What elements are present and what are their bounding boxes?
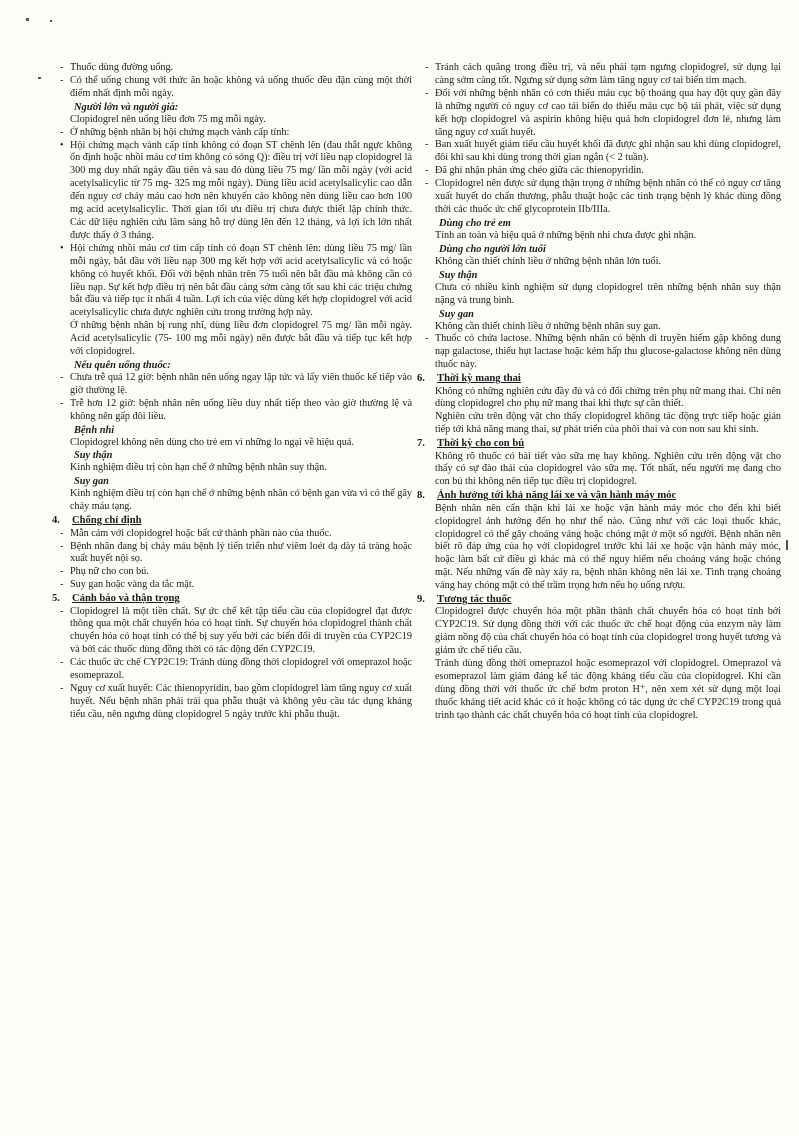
bullet-text: Đối với những bệnh nhân có cơn thiếu máu cục bộ thoáng qua hay đột quỵ gần đây là những người có nguy cơ cao tái biến do thiếu máu cục bộ tái phát, việc sử dụng kết hợp clopidogrel và aspirin không hiệu quả hơn clopidogrel đơn lẻ, nhưng làm tăng nguy cơ xuất huyết.: [435, 87, 781, 138]
bullet-item: [425, 333, 781, 372]
section-number: 7.: [417, 438, 425, 450]
paragraph: Clopidogrel nên uống liều đơn 75 mg mỗi ngày.: [70, 113, 266, 125]
bullet-mark: -: [60, 579, 64, 591]
section-title: Thời kỳ cho con bú: [437, 438, 525, 450]
bullet-item: [60, 579, 412, 592]
bullet-text: Bệnh nhân đang bị chảy máu bệnh lý tiến triển như viêm loét dạ dày tá tràng hoặc xuất huyết nội sọ.: [70, 540, 412, 565]
subheading: Suy gan: [439, 308, 474, 320]
paragraph: Kinh nghiệm điều trị còn hạn chế ở những bệnh nhân suy thận.: [70, 462, 327, 474]
paragraph: Nghiên cứu trên động vật cho thấy clopidogrel không tác động trực tiếp hoặc gián tiếp tới khả năng mang thai, sự phát triển của phôi thai và con non sau khi sinh.: [435, 411, 781, 436]
bullet-mark: •: [60, 242, 64, 254]
bullet-item: [60, 243, 412, 320]
bullet-mark: -: [425, 87, 429, 99]
bullet-mark: -: [60, 527, 64, 539]
bullet-text: Phụ nữ cho con bú.: [70, 566, 149, 578]
paragraph: Clopidogrel được chuyển hóa một phần thành chất chuyển hóa có hoạt tính bởi CYP2C19. Sử dụng đồng thời với các thuốc ức chế hoạt động của enzym này làm giảm nồng độ của chất chuyển hóa có hoạt tính của clopidogrel trong huyết tương và giảm ức chế tiểu cầu.: [435, 606, 781, 657]
section-number: 8.: [417, 490, 425, 502]
section-heading: [417, 593, 781, 606]
subheading: Suy thận: [74, 450, 113, 462]
subheading: Nếu quên uống thuốc:: [74, 359, 171, 371]
bullet-mark: -: [60, 566, 64, 578]
bullet-item: [60, 140, 412, 243]
scan-speck: [38, 77, 41, 79]
paragraph: Bệnh nhân nên cẩn thận khi lái xe hoặc vận hành máy móc cho đến khi biết clopidogrel ảnh hưởng đến họ như thế nào. Cũng như với các loại thuốc khác, clopidogrel có thể gây choáng váng hoặc chóng mặt ở một số người. Bệnh nhân nên biết rõ đáp ứng của họ với clopidogrel trước khi lái xe hoặc vận hành máy móc, hoặc làm bất cứ điều gì khác mà có thể nguy hiểm nếu choáng váng hoặc chóng mặt. Nếu những vấn đề này xảy ra, bệnh nhân không nên lái xe. Tình trạng choáng váng hay chóng mặt có thể trầm trọng hơn nếu họ uống rượu.: [435, 502, 781, 592]
bullet-mark: -: [60, 397, 64, 409]
bullet-mark: -: [425, 165, 429, 177]
section-title: Chống chỉ định: [72, 515, 142, 527]
paragraph: Clopidogrel không nên dùng cho trẻ em vì những lo ngại về hiệu quả.: [70, 436, 354, 448]
subheading: Người lớn và người già:: [74, 101, 179, 113]
bullet-item: [425, 178, 781, 217]
bullet-text: Các thuốc ức chế CYP2C19: Tránh dùng đồng thời clopidogrel với omeprazol hoặc esomeprazol.: [70, 657, 412, 682]
scan-speck: [50, 20, 52, 22]
bullet-mark: -: [60, 540, 64, 552]
paragraph: Kinh nghiệm điều trị còn hạn chế ở những bệnh nhân có bệnh gan vừa vì có thể gây chảy máu tạng.: [70, 488, 412, 513]
bullet-item: [60, 398, 412, 424]
bullet-mark: -: [425, 139, 429, 151]
section-heading: [417, 489, 781, 502]
bullet-text: Mẫn cảm với clopidogrel hoặc bất cứ thành phần nào của thuốc.: [70, 527, 332, 539]
bullet-mark: -: [425, 62, 429, 73]
section-title: Ảnh hưởng tới khả năng lái xe và vận hành máy móc: [437, 490, 677, 502]
bullet-text: Chưa trễ quá 12 giờ: bệnh nhân nên uống ngay lập tức và lấy viên thuốc kế tiếp vào giờ thường lệ.: [70, 371, 412, 396]
bullet-item: [60, 127, 412, 140]
bullet-text: Trễ hơn 12 giờ: bệnh nhân nên uống liều duy nhất tiếp theo vào giờ thường lệ và không nên gấp đôi liều.: [70, 397, 412, 422]
bullet-text: Suy gan hoặc vàng da tắc mật.: [70, 579, 195, 591]
left-column: [52, 62, 412, 722]
bullet-mark: -: [60, 62, 64, 73]
bullet-item: [60, 657, 412, 683]
bullet-item: [60, 62, 412, 75]
bullet-text: Thuốc dùng đường uống.: [70, 62, 174, 73]
bullet-item: [60, 75, 412, 101]
bullet-mark: -: [425, 178, 429, 190]
bullet-item: [60, 372, 412, 398]
section-number: 5.: [52, 593, 60, 605]
bullet-item: [60, 541, 412, 567]
paragraph: Không rõ thuốc có bài tiết vào sữa mẹ hay không. Nghiên cứu trên động vật cho thấy có sự đào thải của clopidogrel vào sữa mẹ. Tốt nhất, nếu người mẹ đang cho con bú thì không nên tiếp tục điều trị clopidogrel.: [435, 450, 781, 488]
section-heading: [52, 592, 412, 605]
bullet-item: [60, 606, 412, 658]
bullet-item: [425, 88, 781, 140]
subheading: Bệnh nhi: [74, 424, 115, 436]
scan-speck: [26, 18, 29, 21]
bullet-mark: -: [60, 605, 64, 617]
bullet-text: Tránh cách quãng trong điều trị, và nếu phải tạm ngưng clopidogrel, sử dụng lại càng sớm càng tốt. Ngưng sử dụng sớm làm tăng nguy cơ tai biến tim mạch.: [435, 62, 781, 86]
bullet-mark: -: [425, 333, 429, 345]
bullet-item: [425, 165, 781, 178]
bullet-item: [60, 528, 412, 541]
bullet-item: [425, 139, 781, 165]
subheading: Dùng cho trẻ em: [439, 217, 511, 229]
bullet-mark: -: [60, 74, 64, 86]
subheading: Dùng cho người lớn tuổi: [439, 243, 546, 255]
bullet-mark: -: [60, 371, 64, 383]
paragraph: Chưa có nhiều kinh nghiệm sử dụng clopidogrel trên những bệnh nhân suy thận nặng và trung bình.: [435, 281, 781, 306]
bullet-mark: -: [60, 657, 64, 669]
bullet-text: Clopidogrel là một tiền chất. Sự ức chế kết tập tiểu cầu của clopidogrel đạt được thông qua một chất chuyển hóa có hoạt tính. Sự chuyển hóa clopidogrel thành chất chuyển hóa có hoạt tính có thể bị suy yếu bởi các biến đổi di truyền của CYP2C19 và bởi các thuốc dùng đồng thời có tác động đến CYP2C19.: [70, 605, 412, 656]
bullet-text: Clopidogrel nên được sử dụng thận trọng ở những bệnh nhân có thể có nguy cơ tăng xuất huyết do chấn thương, phẫu thuật hoặc các tình trạng bệnh lý khác dùng đồng thời các thuốc ức chế glycoprotein IIb/IIIa.: [435, 178, 781, 215]
section-title: Thời kỳ mang thai: [437, 373, 521, 385]
bullet-item: [425, 62, 781, 88]
bullet-mark: -: [60, 682, 64, 694]
right-column: [417, 62, 781, 723]
paragraph: Ở những bệnh nhân bị rung nhĩ, dùng liều đơn clopidogrel 75 mg/ lần mỗi ngày. Acid acetylsalicylic (75- 100 mg mỗi ngày) nên được bắt đầu và tiếp tục kết hợp với clopidogrel.: [70, 320, 412, 358]
bullet-text: Ban xuất huyết giảm tiểu cầu huyết khối đã được ghi nhận sau khi dùng clopidogrel, đôi khi sau khi dùng trong thời gian ngắn (< 2 tuần).: [435, 139, 781, 164]
paragraph: Tránh dùng đồng thời omeprazol hoặc esomeprazol với clopidogrel. Omeprazol và esomeprazol làm giảm đáng kể tác động kháng tiểu cầu của clopidogrel. Khi cần dùng đồng thời với thuốc ức chế bơm proton H⁺, nên xem xét sử dụng một loại thuốc kháng tiết acid khác có ít hoặc không có tác dụng ức chế CYP2C19 trong quá trình tạo thành các chất chuyển hóa có hoạt tính của clopidogrel.: [435, 658, 781, 721]
section-title: Cảnh báo và thận trọng: [72, 593, 180, 605]
subheading: Suy gan: [74, 476, 109, 488]
paragraph: Không cần thiết chỉnh liều ở những bệnh nhân suy gan.: [435, 320, 661, 332]
section-heading: [417, 437, 781, 450]
paragraph: Tính an toàn và hiệu quả ở những bệnh nhi chưa được ghi nhận.: [435, 229, 697, 241]
bullet-text: Có thể uống chung với thức ăn hoặc không và uống thuốc đều đặn cùng một thời điểm nhất định mỗi ngày.: [70, 74, 412, 99]
bullet-text: Nguy cơ xuất huyết: Các thienopyridin, bao gồm clopidogrel làm tăng nguy cơ xuất huyết. Nếu bệnh nhân phải trải qua phẫu thuật và không yêu cầu tác dụng kháng tiểu cầu, nên ngưng dùng clopidogrel 5 ngày trước khi phẫu thuật.: [70, 682, 412, 720]
bullet-text: Hội chứng nhồi máu cơ tim cấp tính có đoạn ST chênh lên: dùng liều 75 mg/ lần mỗi ngày, bắt đầu với liều nạp 300 mg kết hợp với acid acetylsalicylic và có hoặc không có huyết khối. Đối với bệnh nhân trên 75 tuổi nên bắt đầu mà không cần có liều nạp. Sự kết hợp điều trị nên bắt đầu càng sớm càng tốt sau khi các triệu chứng bắt đầu và tiếp tục ít nhất 4 tuần. Lợi ích của việc dùng kết hợp clopidogrel với acid acetylsalicylic chưa được nghiên cứu trong trường hợp này.: [70, 242, 412, 319]
bullet-item: [60, 683, 412, 722]
section-heading: [417, 372, 781, 385]
bullet-text: Đã ghi nhận phản ứng chéo giữa các thienopyridin.: [435, 165, 644, 177]
section-number: 4.: [52, 515, 60, 527]
section-title: Tương tác thuốc: [437, 594, 512, 606]
bullet-item: [60, 566, 412, 579]
bullet-mark: -: [60, 126, 64, 138]
paragraph: Không có những nghiên cứu đầy đủ và có đối chứng trên phụ nữ mang thai. Chỉ nên dùng clopidogrel cho phụ nữ mang thai khi thực sự cần thiết.: [435, 385, 781, 410]
bullet-text: Hội chứng mạch vành cấp tính không có đoạn ST chênh lên (đau thắt ngực không ổn định hoặc nhồi máu cơ tim không có sóng Q): điều trị với liều nạp clopidogrel là 300 mg duy nhất ngày đầu tiên và sau đó dùng liều 75 mg/ lần mỗi ngày (với acid acetylsalicylic từ 75 mg- 325 mg mỗi ngày). Dùng liều acid acetylsalicylic cao dẫn đến nguy cơ chảy máu cao hơn nên khuyến cáo không nên dùng liều cao hơn 100 mg acid acetylsalicylic. Thời gian tối ưu điều trị chưa được thiết lập chính thức. Các dữ liệu nghiên cứu lâm sàng hỗ trợ dùng lên đến 12 tháng, và lợi ích lớn nhất được thấy ở 3 tháng.: [70, 139, 412, 241]
bullet-mark: •: [60, 139, 64, 151]
section-number: 9.: [417, 594, 425, 606]
section-heading: [52, 514, 412, 527]
subheading: Suy thận: [439, 269, 478, 281]
bullet-text: Thuốc có chứa lactose. Những bệnh nhân có bệnh di truyền hiếm gặp không dung nạp galactose, thiếu hụt lactase hoặc kém hấp thu glucose-galactose không nên dùng thuốc này.: [435, 333, 781, 371]
section-number: 6.: [417, 373, 425, 385]
bullet-text: Ở những bệnh nhân bị hội chứng mạch vành cấp tính:: [70, 126, 290, 138]
paragraph: Không cần thiết chỉnh liều ở những bệnh nhân lớn tuổi.: [435, 255, 661, 267]
scan-speck: [786, 540, 788, 550]
